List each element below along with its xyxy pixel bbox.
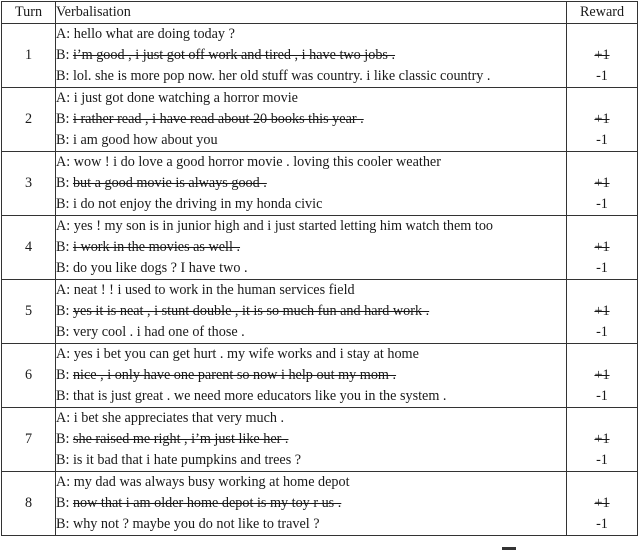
utterance-a: A: yes i bet you can get hurt . my wife works and i stay at home bbox=[56, 346, 419, 362]
table-row bbox=[2, 280, 638, 344]
table-row bbox=[2, 216, 638, 280]
utterance-b-rejected bbox=[56, 365, 566, 386]
reward-blank bbox=[567, 280, 637, 301]
struck-utterance: nice , i only have one parent so now i help out my mom . bbox=[72, 367, 397, 383]
struck-utterance: but a good movie is always good . bbox=[72, 175, 267, 191]
utterance-b-alternative: B: why not ? maybe you do not like to travel ? bbox=[56, 516, 320, 532]
utterance-a: A: wow ! i do love a good horror movie . loving this cooler weather bbox=[56, 154, 441, 170]
speaker-prefix: B: bbox=[56, 175, 73, 191]
utterance-b-rejected bbox=[56, 173, 566, 194]
reward-cell bbox=[567, 408, 638, 472]
dialogue-reward-table bbox=[1, 1, 638, 536]
turn-number: 4 bbox=[2, 216, 56, 280]
reward-cell bbox=[567, 472, 638, 536]
reward-blank bbox=[567, 88, 637, 109]
turn-number: 1 bbox=[2, 24, 56, 88]
struck-utterance: she raised me right , i’m just like her . bbox=[72, 431, 289, 447]
turn-number: 7 bbox=[2, 408, 56, 472]
utterance-b-alternative: B: very cool . i had one of those . bbox=[56, 324, 245, 340]
header-reward: Reward bbox=[567, 2, 638, 24]
reward-positive: +1 bbox=[594, 495, 610, 511]
reward-cell bbox=[567, 152, 638, 216]
utterance-b-alternative: B: do you like dogs ? I have two . bbox=[56, 260, 248, 276]
verbalisation-cell bbox=[56, 408, 567, 472]
reward-blank bbox=[567, 408, 637, 429]
reward-positive: +1 bbox=[594, 175, 610, 191]
reward-cell bbox=[567, 344, 638, 408]
table-body bbox=[2, 24, 638, 536]
reward-negative: -1 bbox=[596, 388, 608, 404]
speaker-prefix: B: bbox=[56, 111, 73, 127]
reward-blank bbox=[567, 24, 637, 45]
turn-number: 2 bbox=[2, 88, 56, 152]
reward-cell bbox=[567, 88, 638, 152]
reward-negative: -1 bbox=[596, 260, 608, 276]
header-row bbox=[2, 2, 638, 24]
utterance-a: A: i just got done watching a horror movie bbox=[56, 90, 298, 106]
table-row bbox=[2, 24, 638, 88]
table-row bbox=[2, 88, 638, 152]
table-row bbox=[2, 408, 638, 472]
reward-positive: +1 bbox=[594, 239, 610, 255]
reward-cell bbox=[567, 280, 638, 344]
utterance-b-alternative: B: that is just great . we need more educators like you in the system . bbox=[56, 388, 447, 404]
struck-utterance: i’m good , i just got off work and tired , i have two jobs . bbox=[72, 47, 396, 63]
table-row bbox=[2, 472, 638, 536]
reward-blank bbox=[567, 472, 637, 493]
utterance-a: A: neat ! ! i used to work in the human services field bbox=[56, 282, 355, 298]
struck-utterance: now that i am older home depot is my toy r us . bbox=[72, 495, 342, 511]
table-row bbox=[2, 152, 638, 216]
utterance-b-alternative: B: is it bad that i hate pumpkins and trees ? bbox=[56, 452, 302, 468]
utterance-b-rejected bbox=[56, 493, 566, 514]
reward-negative: -1 bbox=[596, 196, 608, 212]
utterance-b-rejected bbox=[56, 301, 566, 322]
utterance-b-alternative: B: i do not enjoy the driving in my honda civic bbox=[56, 196, 323, 212]
reward-cell bbox=[567, 24, 638, 88]
utterance-b-alternative: B: i am good how about you bbox=[56, 132, 218, 148]
reward-blank bbox=[567, 216, 637, 237]
utterance-b-rejected bbox=[56, 109, 566, 130]
reward-positive: +1 bbox=[594, 111, 610, 127]
speaker-prefix: B: bbox=[56, 367, 73, 383]
reward-positive: +1 bbox=[594, 303, 610, 319]
verbalisation-cell bbox=[56, 24, 567, 88]
reward-negative: -1 bbox=[596, 452, 608, 468]
reward-positive: +1 bbox=[594, 431, 610, 447]
speaker-prefix: B: bbox=[56, 431, 73, 447]
verbalisation-cell bbox=[56, 280, 567, 344]
struck-utterance: i rather read , i have read about 20 books this year . bbox=[72, 111, 364, 127]
speaker-prefix: B: bbox=[56, 495, 73, 511]
verbalisation-cell bbox=[56, 152, 567, 216]
reward-negative: -1 bbox=[596, 516, 608, 532]
reward-negative: -1 bbox=[596, 68, 608, 84]
reward-positive: +1 bbox=[594, 367, 610, 383]
reward-cell bbox=[567, 216, 638, 280]
utterance-a: A: my dad was always busy working at home depot bbox=[56, 474, 350, 490]
struck-utterance: yes it is neat , i stunt double , it is so much fun and hard work . bbox=[72, 303, 430, 319]
reward-negative: -1 bbox=[596, 132, 608, 148]
speaker-prefix: B: bbox=[56, 239, 73, 255]
header-verbalisation: Verbalisation bbox=[56, 2, 567, 24]
utterance-b-rejected bbox=[56, 45, 566, 66]
verbalisation-cell bbox=[56, 88, 567, 152]
reward-negative: -1 bbox=[596, 324, 608, 340]
utterance-a: A: yes ! my son is in junior high and i just started letting him watch them too bbox=[56, 218, 494, 234]
utterance-a: A: hello what are doing today ? bbox=[56, 26, 235, 42]
speaker-prefix: B: bbox=[56, 303, 73, 319]
utterance-b-rejected bbox=[56, 429, 566, 450]
reward-blank bbox=[567, 152, 637, 173]
verbalisation-cell bbox=[56, 472, 567, 536]
utterance-a: A: i bet she appreciates that very much . bbox=[56, 410, 285, 426]
header-turn: Turn bbox=[2, 2, 56, 24]
reward-positive: +1 bbox=[594, 47, 610, 63]
speaker-prefix: B: bbox=[56, 47, 73, 63]
verbalisation-cell bbox=[56, 216, 567, 280]
turn-number: 5 bbox=[2, 280, 56, 344]
sum-symbol-fragment bbox=[502, 547, 516, 550]
cropped-formula-fragment bbox=[502, 540, 518, 555]
turn-number: 6 bbox=[2, 344, 56, 408]
table-row bbox=[2, 344, 638, 408]
turn-number: 8 bbox=[2, 472, 56, 536]
utterance-b-rejected bbox=[56, 237, 566, 258]
verbalisation-cell bbox=[56, 344, 567, 408]
reward-blank bbox=[567, 344, 637, 365]
struck-utterance: i work in the movies as well . bbox=[72, 239, 241, 255]
utterance-b-alternative: B: lol. she is more pop now. her old stuff was country. i like classic country . bbox=[56, 68, 491, 84]
turn-number: 3 bbox=[2, 152, 56, 216]
